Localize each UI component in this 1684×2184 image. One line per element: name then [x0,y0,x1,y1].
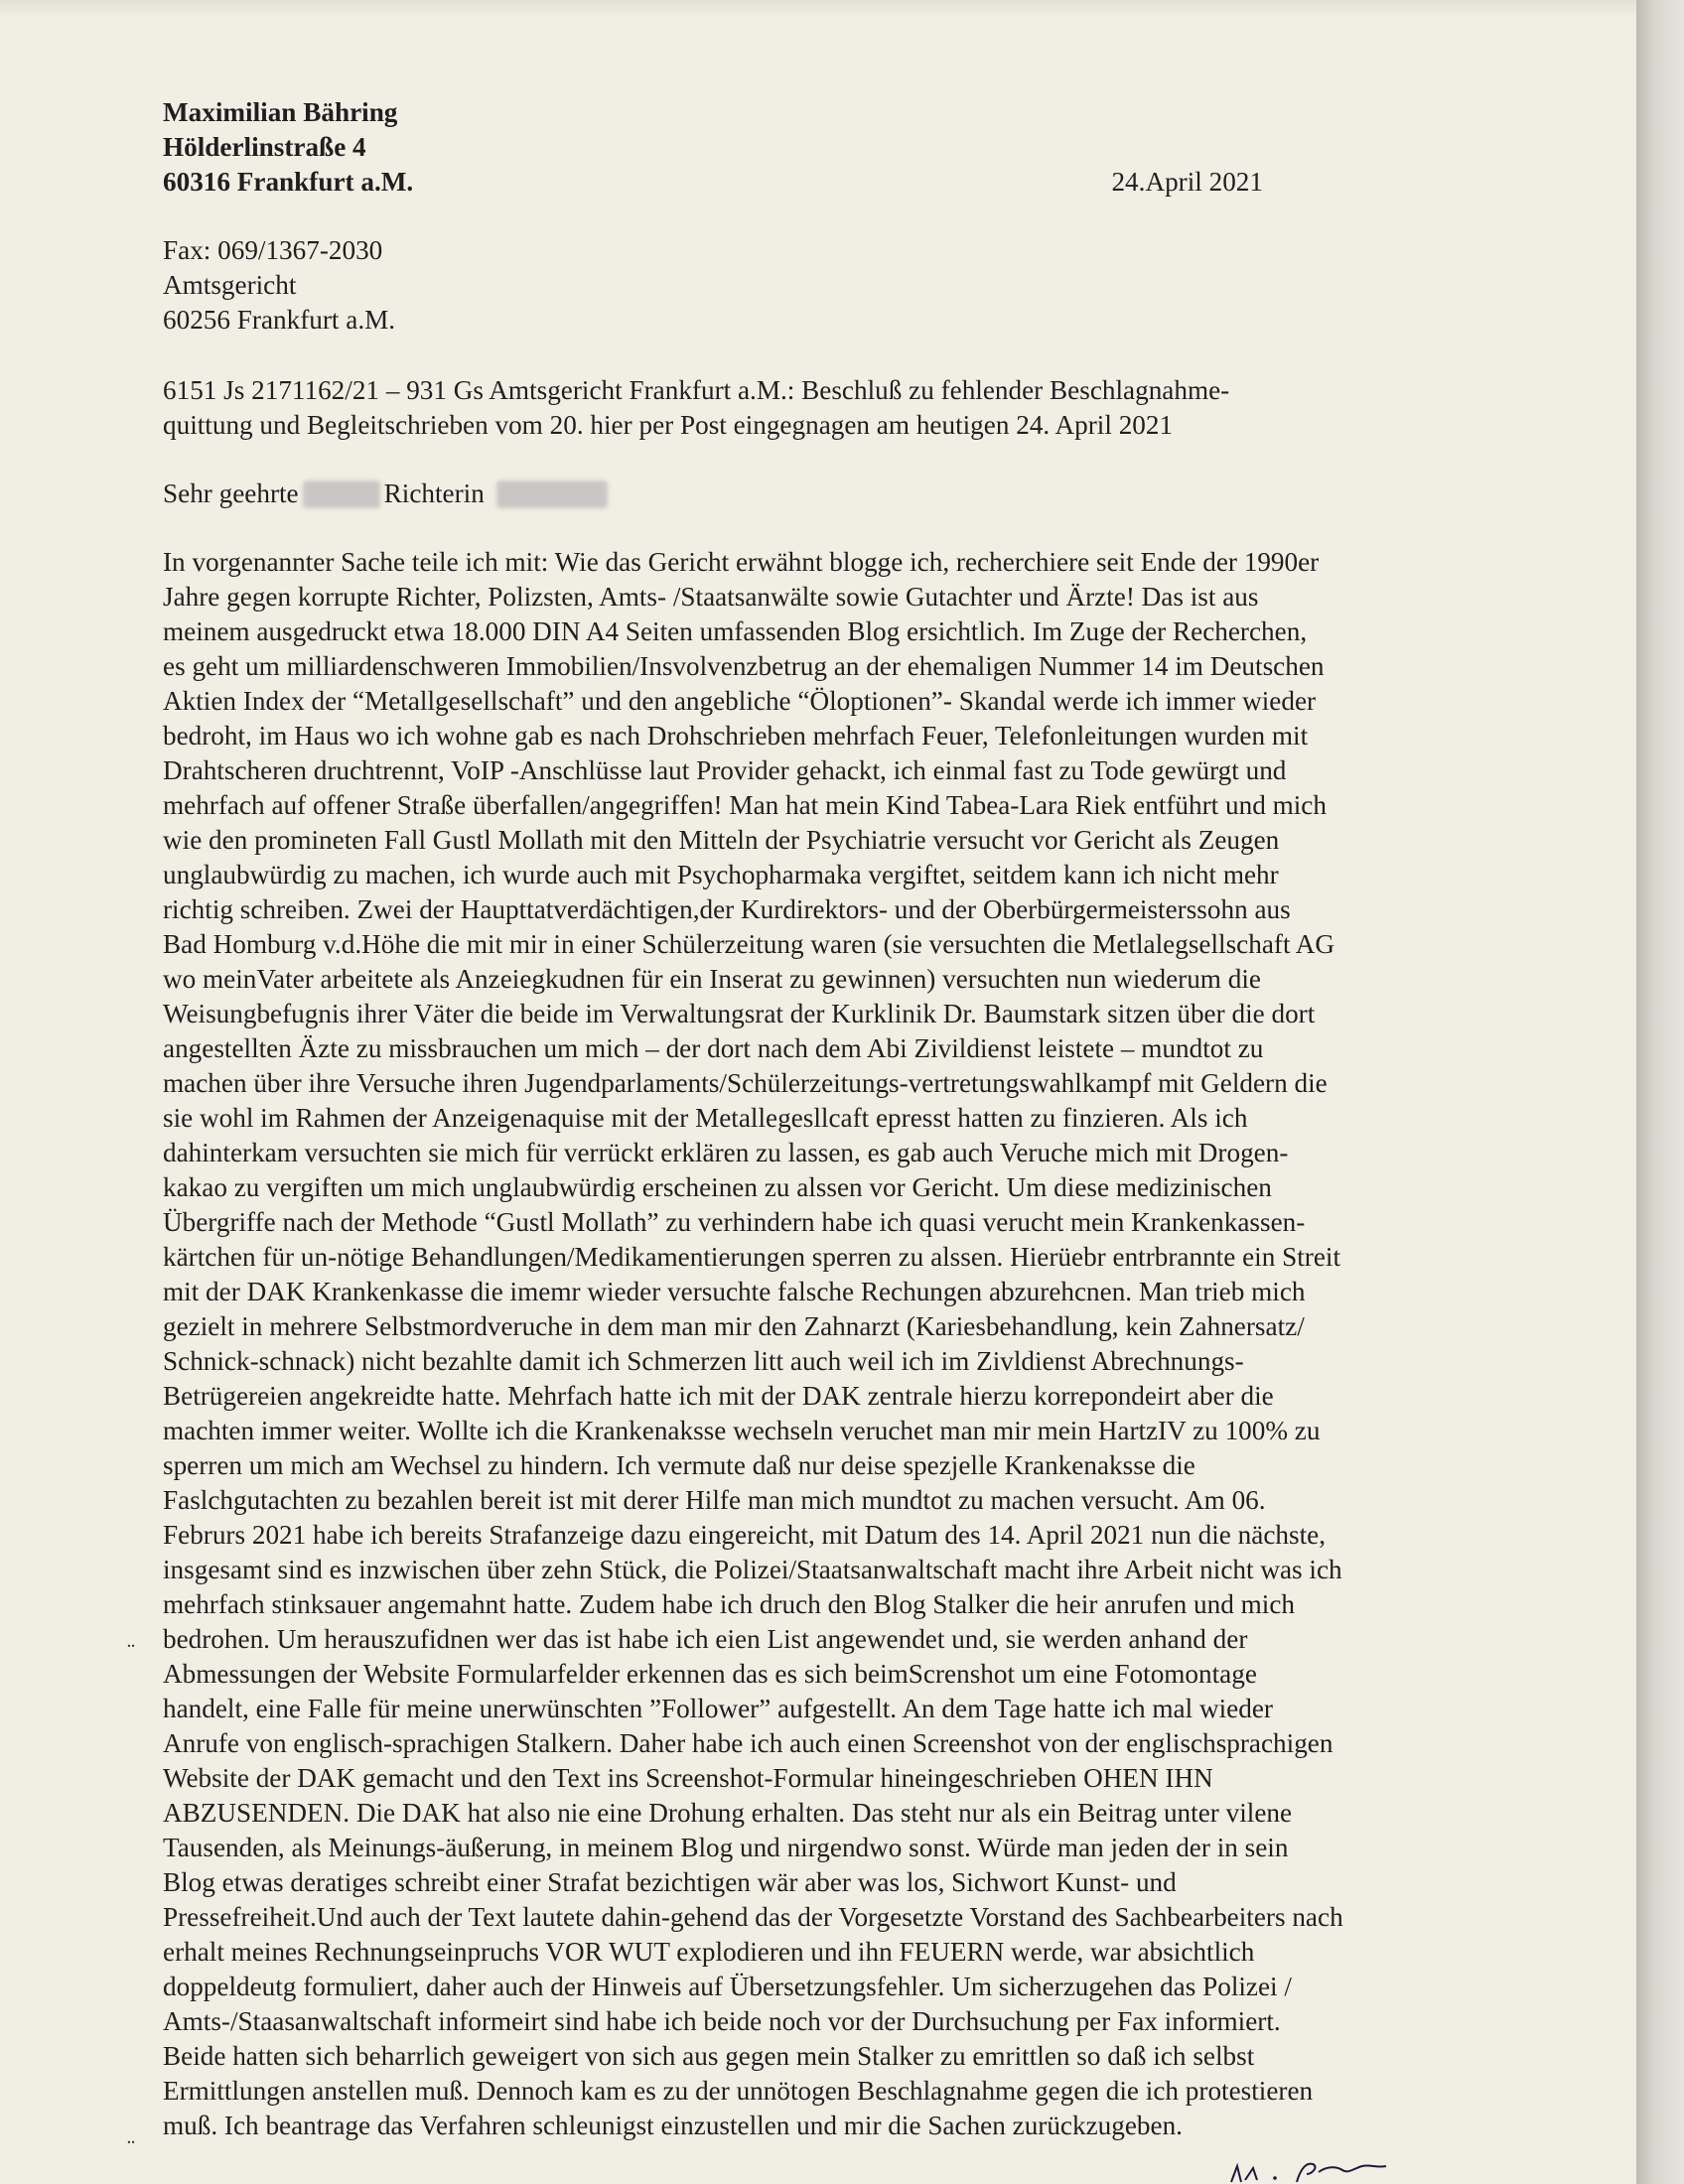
body-line: meinem ausgedruckt etwa 18.000 DIN A4 Seiten umfassenden Blog ersichtlich. Im Zuge der Recherchen, [163,616,1308,646]
body-line: richtig schreiben. Zwei der Haupttatverdächtigen,der Kurdirektors- und der Oberbürgermeisterssohn aus [163,894,1291,924]
body-line: mehrfach auf offener Straße überfallen/angegriffen! Man hat mein Kind Tabea-Lara Riek entführt und mich [163,790,1327,820]
paper-top-edge [0,0,1636,18]
body-line: bedrohen. Um herauszufidnen wer das ist habe ich eien List angewendet und, sie werden anhand der [163,1624,1248,1654]
recipient-court: Amtsgericht [163,270,297,300]
sender-street: Hölderlinstraße 4 [163,132,366,162]
redacted-name [303,480,380,508]
body-line: Schnick-schnack) nicht bezahlte damit ich Schmerzen litt auch weil ich im Zivldienst Abrechnungs- [163,1346,1244,1376]
body-line: erhalt meines Rechnungseinpruchs VOR WUT explodieren und ihn FEUERN werde, war absichtlich [163,1937,1255,1967]
sender-block [163,95,1513,200]
paper-right-edge [1636,0,1684,2184]
signature [1227,2152,1406,2184]
sender-name: Maximilian Bähring [163,97,398,127]
body-line: doppeldeutg formuliert, daher auch der Hinweis auf Übersetzungsfehler. Um sicherzugehen das Polizei / [163,1972,1292,2001]
body-line: In vorgenannter Sache teile ich mit: Wie das Gericht erwähnt blogge ich, recherchiere seit Ende der 1990er [163,547,1320,577]
salutation [163,477,1513,511]
body-line: Weisungbefugnis ihrer Väter die beide im Verwaltungsrat der Kurklinik Dr. Baumstark sitzen über die dort [163,999,1316,1028]
body-line: handelt, eine Falle für meine unerwünschten ”Follower” aufgestellt. An dem Tage hatte ich mal wieder [163,1694,1273,1723]
body-line: Tausenden, als Meinungs-äußerung, in meinem Blog und nirgendwo sonst. Würde man jeden der in sein [163,1833,1289,1862]
body-line: Ermittlungen anstellen muß. Dennoch kam es zu der unnötogen Beschlagnahme gegen die ich protestieren [163,2076,1314,2106]
body-line: Blog etwas deratiges schreibt einer Strafat bezichtigen wär aber was los, Sichwort Kunst- und [163,1867,1177,1897]
recipient-block [163,233,1513,338]
subject-line: 6151 Js 2171162/21 – 931 Gs Amtsgericht Frankfurt a.M.: Beschluß zu fehlender Beschlagnahme- [163,375,1230,405]
body-line: angestellten Äzte zu missbrauchen um mich – der dort nach dem Abi Zivildienst leistete – mundtot zu [163,1033,1264,1063]
body-line: Pressefreiheit.Und auch der Text lautete dahin-gehend das der Vorgesetzte Vorstand des Sachbearbeiters nach [163,1902,1343,1932]
body-line: Beide hatten sich beharrlich geweigert von sich aus gegen mein Stalker zu emrittlen so daß ich selbst [163,2041,1255,2071]
body-line: Aktien Index der “Metallgesellschaft” und den angebliche “Öloptionen”- Skandal werde ich immer wieder [163,686,1317,716]
body-line: ABZUSENDEN. Die DAK hat also nie eine Drohung erhalten. Das steht nur als ein Beitrag unter vilene [163,1798,1293,1828]
body-line: Jahre gegen korrupte Richter, Polizsten, Amts- /Staatsanwälte sowie Gutachter und Ärzte! Das ist aus [163,582,1259,612]
letter [163,95,1513,2143]
sender-city: 60316 Frankfurt a.M. [163,167,414,197]
body-line: unglaubwürdig zu machen, ich wurde auch mit Psychopharmaka vergiftet, seitdem kann ich nicht mehr [163,860,1279,889]
body-line: kärtchen für un-nötige Behandlungen/Medikamentierungen sperren zu alssen. Hierüebr entrbrannte ein Streit [163,1242,1341,1272]
body-line: machten immer weiter. Wollte ich die Krankenaksse wechseln veruchet man mir mein HartzIV zu 100% zu [163,1416,1321,1445]
body-line: gezielt in mehrere Selbstmordveruche in dem man mir den Zahnarzt (Kariesbehandlung, kein Zahnersatz/ [163,1311,1305,1341]
margin-mark: ¨ [127,1640,135,1666]
body-line: Faslchgutachten zu bezahlen bereit ist mit derer Hilfe man mich mundtot zu machen versucht. Am 06. [163,1485,1266,1515]
body-line: Drahtscheren druchtrennt, VoIP -Anschlüsse laut Provider gehackt, ich einmal fast zu Tode gewürgt und [163,755,1287,785]
letter-body [163,545,1513,2143]
body-line: Betrügereien angekreidte hatte. Mehrfach hatte ich mit der DAK zentrale hierzu korrepondeirt aber die [163,1381,1274,1411]
body-line: Bad Homburg v.d.Höhe die mit mir in einer Schülerzeitung waren (sie versuchten die Metlalegsellschaft AG [163,929,1335,959]
body-line: wie den promineten Fall Gustl Mollath mit den Mitteln der Psychiatrie versucht vor Gericht als Zeugen [163,825,1280,855]
body-line: Amts-/Staasanwaltschaft informeirt sind habe ich beide noch vor der Durchsuchung per Fax informiert. [163,2006,1281,2036]
subject-line: quittung und Begleitschrieben vom 20. hier per Post eingegnagen am heutigen 24. April 2021 [163,410,1174,440]
body-line: machen über ihre Versuche ihren Jugendparlaments/Schülerzeitungs-vertretungswahlkampf mit Geldern die [163,1068,1328,1098]
body-line: Abmessungen der Website Formularfelder erkennen das es sich beimScrenshot um eine Fotomontage [163,1659,1257,1689]
subject-block [163,373,1513,443]
body-line: bedroht, im Haus wo ich wohne gab es nach Drohschrieben mehrfach Feuer, Telefonleitungen wurden mit [163,721,1309,751]
sender-city-row [163,165,1263,200]
body-line: kakao zu vergiften um mich unglaubwürdig erscheinen zu alssen vor Gericht. Um diese medizinischen [163,1172,1272,1202]
letter-date: 24.April 2021 [1111,167,1263,197]
body-line: insgesamt sind es inzwischen über zehn Stück, die Polizei/Staatsanwaltschaft macht ihre Arbeit nicht was ich [163,1555,1342,1584]
body-line: sie wohl im Rahmen der Anzeigenaquise mit der Metallegesllcaft epresst hatten zu finzieren. Als ich [163,1103,1248,1133]
body-line: Anrufe von englisch-sprachigen Stalkern. Daher habe ich auch einen Screenshot von der englischsprachigen [163,1728,1333,1758]
salutation-text: Richterin [383,478,485,508]
body-line: mehrfach stinksauer angemahnt hatte. Zudem habe ich druch den Blog Stalker die heir anrufen und mich [163,1589,1295,1619]
body-line: Übergriffe nach der Methode “Gustl Mollath” zu verhindern habe ich quasi verucht mein Krankenkassen- [163,1207,1306,1237]
salutation-text: Sehr geehrte [163,478,299,508]
recipient-city: 60256 Frankfurt a.M. [163,305,396,335]
body-line: Website der DAK gemacht und den Text ins Screenshot-Formular hineingeschrieben OHEN IHN [163,1763,1213,1793]
body-line: dahinterkam versuchten sie mich für verrückt erklären zu lassen, es gab auch Veruche mich mit Drogen- [163,1138,1289,1167]
body-line: wo meinVater arbeitete als Anzeiegkudnen für ein Inserat zu gewinnen) versuchten nun wiederum die [163,964,1261,994]
redacted-name [496,480,608,508]
recipient-fax: Fax: 069/1367-2030 [163,235,383,265]
body-line: Februrs 2021 habe ich bereits Strafanzeige dazu eingereicht, mit Datum des 14. April 2021 nun die nächste, [163,1520,1326,1550]
body-line: es geht um milliardenschweren Immobilien/Insvolvenzbetrug an der ehemaligen Nummer 14 im Deutschen [163,651,1325,681]
body-line: sperren um mich am Wechsel zu hindern. Ich vermute daß nur deise spezjelle Krankenaksse die [163,1450,1195,1480]
body-line: muß. Ich beantrage das Verfahren schleunigst einzustellen und mir die Sachen zurückzugeben. [163,2111,1183,2140]
body-line: mit der DAK Krankenkasse die imemr wieder versuchte falsche Rechungen abzurehcnen. Man trieb mich [163,1277,1306,1306]
margin-mark: ¨ [127,2136,135,2162]
